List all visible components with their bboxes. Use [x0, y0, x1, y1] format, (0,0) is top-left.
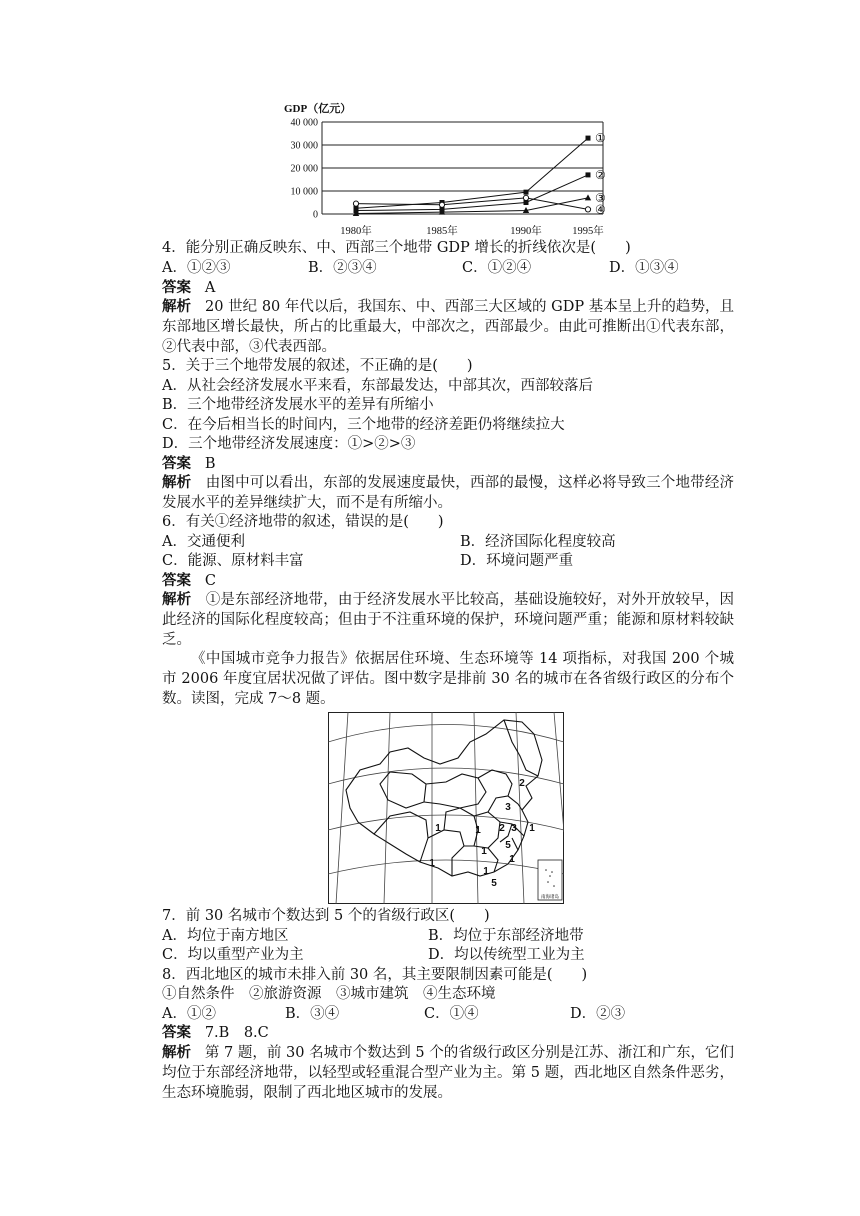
answer-value: C: [204, 573, 216, 589]
answer-value: A: [204, 280, 216, 296]
q7-option-b: B．均位于东部经济地带: [428, 928, 584, 944]
data-point: [439, 202, 444, 207]
y-tick-label: 40 000: [290, 117, 318, 129]
map-number: 1: [509, 854, 515, 865]
q6-stem: 6．有关①经济地带的叙述，错误的是( ): [162, 514, 444, 530]
series-label: ④: [595, 202, 606, 217]
q5-option-d: D．三个地带经济发展速度：①>②>③: [162, 436, 416, 452]
x-tick-label: 1980年: [340, 226, 372, 237]
q8-option-b: B．③④: [285, 1006, 340, 1022]
answer-label: 答案: [162, 455, 191, 472]
q4-option-b: B．②③④: [308, 260, 377, 276]
map-number: 1: [481, 846, 487, 857]
q4-option-c: C．①②④: [462, 260, 532, 276]
q8-items: ①自然条件 ②旅游资源 ③城市建筑 ④生态环境: [162, 986, 496, 1002]
map-number: 1: [483, 866, 489, 877]
q5-option-b: B．三个地带经济发展水平的差异有所缩小: [162, 397, 434, 413]
data-point: [524, 190, 529, 195]
analysis-text: 20 世纪 80 年代以后，我国东、中、西部三大区域的 GDP 基本呈上升的趋势，且东部地区增长最快，所占的比重最大，中部次之，西部最少。由此可推断出①代表东部，②代表中部，③代表西部。: [162, 299, 735, 355]
series-line: [356, 198, 588, 210]
map-number: 1: [435, 823, 441, 834]
map-number: 1: [429, 858, 435, 869]
q5-answer: [162, 454, 215, 474]
q8-option-a: A．①②: [162, 1006, 216, 1022]
q8-option-d: D．②③: [570, 1006, 626, 1022]
q7-stem: 7．前 30 名城市个数达到 5 个的省级行政区( ): [162, 908, 490, 924]
q7-option-d: D．均以传统型工业为主: [428, 947, 585, 963]
map-number: 3: [511, 823, 517, 834]
q4-answer: [162, 278, 215, 298]
data-point: [585, 194, 591, 200]
q4-stem: 4．能分别正确反映东、中、西部三个地带 GDP 增长的折线依次是( ): [162, 240, 631, 256]
x-tick-label: 1990年: [510, 226, 542, 237]
answer-label: 答案: [162, 279, 191, 296]
q6-analysis: [162, 590, 734, 650]
series-label: ③: [595, 190, 606, 205]
map-number: 2: [519, 778, 525, 789]
y-tick-label: 0: [313, 209, 318, 221]
answer-label: 答案: [162, 1024, 191, 1041]
analysis-text: 第 7 题，前 30 名城市个数达到 5 个的省级行政区分别是江苏、浙江和广东，它们均位于东部经济地带，以轻型或轻重混合型产业为主。第 5 题，西北地区自然条件恶劣，生态环境脆弱，限制了西北地区城市的发展。: [162, 1045, 734, 1101]
series-line: [356, 138, 588, 208]
series-label: ①: [595, 131, 606, 146]
data-point: [523, 195, 528, 200]
q5-option-a: A．从社会经济发展水平来看，东部最发达，中部其次，西部较落后: [162, 378, 593, 394]
map-number: 2: [499, 823, 505, 834]
q8-stem: 8．西北地区的城市未排入前 30 名，其主要限制因素可能是( ): [162, 967, 588, 983]
map-number: 1: [529, 823, 535, 834]
inset-label: 南海诸岛: [541, 894, 559, 899]
q8-option-c: C．①④: [424, 1006, 479, 1022]
q4-analysis: [162, 297, 734, 357]
analysis-label: 解析: [162, 591, 192, 608]
q4-option-a: A．①②③: [162, 260, 231, 276]
y-tick-label: 20 000: [290, 163, 318, 175]
intro-paragraph: 《中国城市竞争力报告》依据居住环境、生态环境等 14 项指标，对我国 200 个城市 2006 年度宜居状况做了评估。图中数字是排前 30 名的城市在各省级行政区的分布个数。读图，完成 7～8 题。: [162, 651, 734, 707]
series-label: ②: [595, 167, 606, 182]
map-number: 3: [505, 802, 511, 813]
map-number: 5: [491, 878, 497, 889]
china-map: [328, 712, 564, 904]
analysis-label: 解析: [162, 1044, 192, 1061]
q5-stem: 5．关于三个地带发展的叙述，不正确的是( ): [162, 358, 473, 374]
analysis-label: 解析: [162, 474, 192, 491]
q6-option-b: B．经济国际化程度较高: [460, 534, 616, 550]
q6-option-c: C．能源、原材料丰富: [162, 553, 304, 569]
answer-value: B: [204, 456, 216, 472]
q6-option-d: D．环境问题严重: [460, 553, 574, 569]
analysis-text: 由图中可以看出，东部的发展速度最快，西部的最慢，这样必将导致三个地带经济发展水平的差异继续扩大，而不是有所缩小。: [162, 475, 735, 511]
answer-label: 答案: [162, 572, 191, 589]
analysis-text: ①是东部经济地带，由于经济发展水平比较高，基础设施较好，对外开放较早，因此经济的国际化程度较高；但由于不注重环境的保护，环境问题严重；能源和原材料较缺乏。: [162, 592, 735, 648]
data-point: [353, 201, 358, 206]
data-point: [586, 172, 591, 177]
answer-value: 7.B 8.C: [204, 1025, 269, 1041]
q7-option-a: A．均位于南方地区: [162, 928, 289, 944]
gdp-line-chart: [278, 98, 618, 240]
q6-option-a: A．交通便利: [162, 534, 245, 550]
map-number: 5: [505, 840, 511, 851]
data-point: [585, 207, 590, 212]
q4-option-d: D．①③④: [609, 260, 679, 276]
data-point: [586, 136, 591, 141]
q78-answer: [162, 1023, 269, 1043]
x-tick-label: 1985年: [426, 226, 458, 237]
map-number: 1: [475, 825, 481, 836]
analysis-label: 解析: [162, 298, 192, 315]
q7-option-c: C．均以重型产业为主: [162, 947, 304, 963]
y-tick-label: 10 000: [290, 186, 318, 198]
x-tick-label: 1995年: [572, 226, 604, 237]
q6-answer: [162, 571, 216, 591]
y-tick-label: 30 000: [290, 140, 318, 152]
q5-option-c: C．在今后相当长的时间内，三个地带的经济差距仍将继续拉大: [162, 417, 565, 433]
y-axis-label: GDP（亿元）: [284, 103, 352, 115]
q5-analysis: [162, 473, 734, 513]
q78-analysis: [162, 1043, 734, 1103]
